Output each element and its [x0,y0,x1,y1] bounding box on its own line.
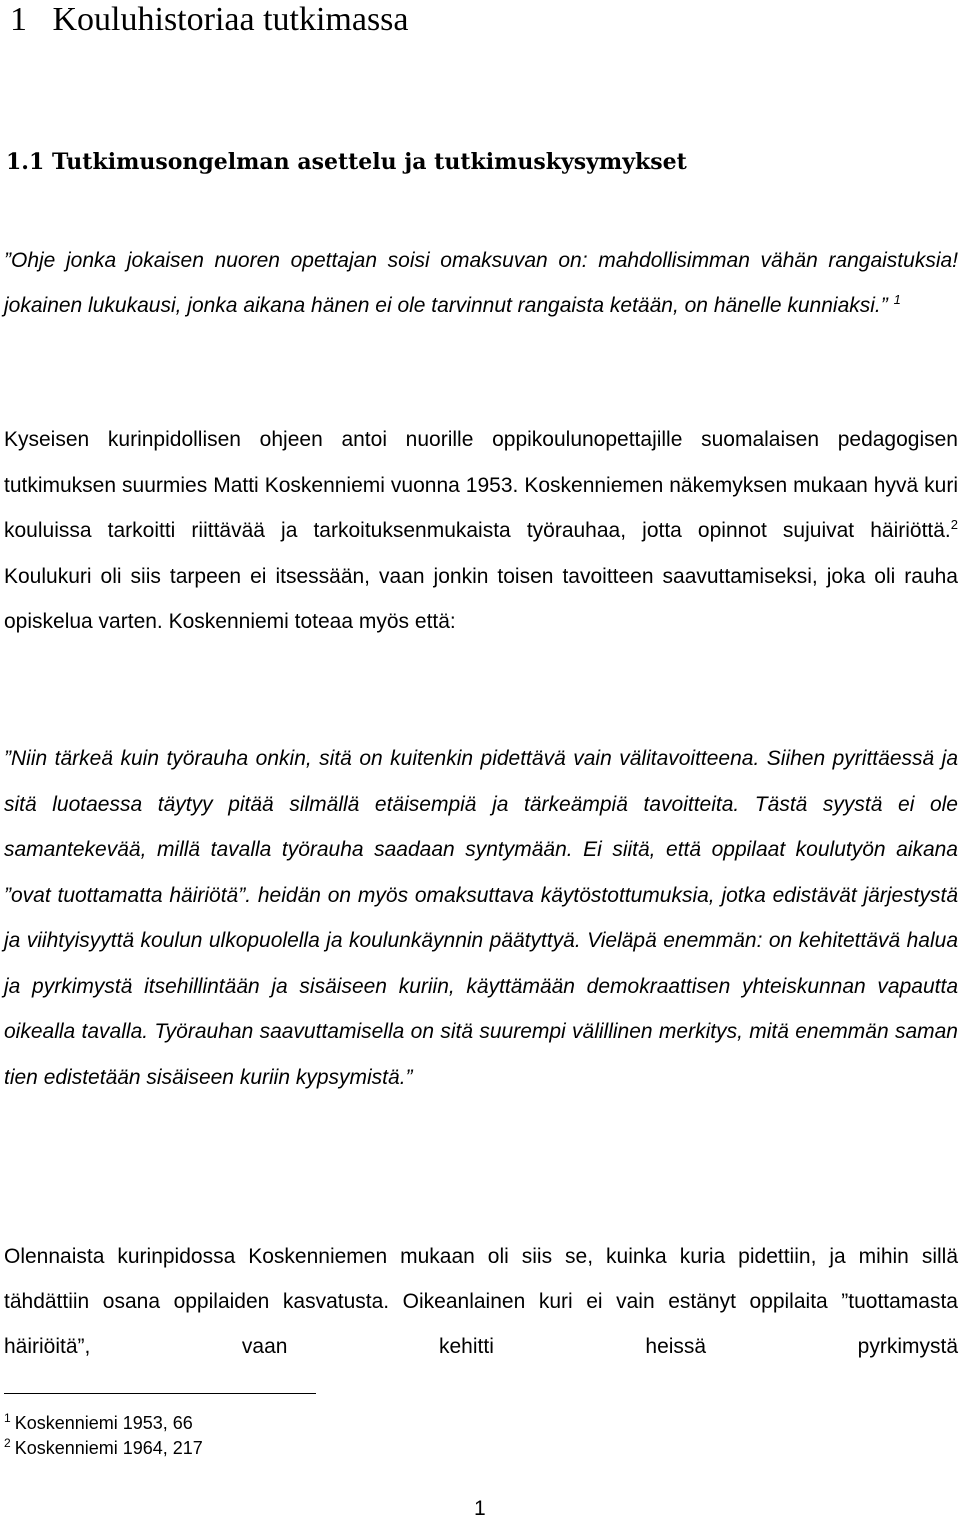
chapter-number: 1 [10,1,27,38]
body-paragraph-2 [4,1234,958,1369]
block-quote [4,736,958,1100]
body-paragraph-1-part2: Koulukuri oli siis tarpeen ei itsessään, vaan jonkin toisen tavoitteen saavuttamiseksi, joka oli rauha opiskelua varten. Koskenniemi toteaa myös että: [4,564,958,633]
footnote-separator [4,1393,316,1394]
footnotes [4,1411,203,1461]
body-paragraph-1 [4,417,958,645]
footnote-1 [4,1411,203,1436]
footnote-ref-2[interactable]: 2 [950,517,958,532]
block-quote-text: ”Niin tärkeä kuin työrauha onkin, sitä on kuitenkin pidettävä vain välitavoitteena. Siihen pyrittäessä ja sitä luotaessa täytyy pitää silmällä etäisempiä ja tärkeämpiä tavoitteita. Tästä syystä ei ole samantekevää, millä tavalla työrauha saadaan syntymään. Ei siitä, että oppilaat koulutyön aikana ”ovat tuottamatta häiriötä”. heidän on myös omaksuttava käytöstottumuksia, jotka edistävät järjestystä ja viihtyisyyttä koulun ulkopuolella ja koulunkäynnin päätyttyä. Vieläpä enemmän: on kehitettävä halua ja pyrkimystä itsehillintään ja sisäiseen kuriin, käyttämään demokraattisen yhteiskunnan vapautta oikealla tavalla. Työrauhan saavuttamisella on sitä suurempi välillinen merkitys, mitä enemmän saman tien edistetään sisäiseen kuriin kypsymistä.” [4,747,958,1089]
page-number: 1 [474,1497,486,1520]
body-paragraph-1-part1: Kyseisen kurinpidollisen ohjeen antoi nuorille oppikoulunopettajille suomalaisen pedagogisen tutkimuksen suurmies Matti Koskenniemi vuonna 1953. Koskenniemen näkemyksen mukaan hyvä kuri kouluissa tarkoitti riittävää ja tarkoituksenmukaista työrauhaa, jotta opinnot sujuivat häiriöttä. [4,428,958,542]
footnote-1-number: 1 [4,1411,11,1425]
body-paragraph-2-text: Olennaista kurinpidossa Koskenniemen mukaan oli siis se, kuinka kuria pidettiin, ja mihin sillä tähdättiin osana oppilaiden kasvatusta. Oikeanlainen kuri ei vain estänyt oppilaita ”tuottamasta häiriöitä”, vaan kehitti heissä pyrkimystä [4,1245,958,1358]
footnote-2 [4,1436,203,1461]
chapter-title: Kouluhistoriaa tutkimassa [52,1,409,38]
footnote-1-text: Koskenniemi 1953, 66 [14,1413,193,1433]
section-number: 1.1 [6,149,45,175]
section-title: Tutkimusongelman asettelu ja tutkimuskysymykset [51,149,687,175]
chapter-heading [10,0,409,40]
section-heading [6,147,687,177]
footnote-2-number: 2 [4,1436,11,1450]
opening-quote [4,238,958,328]
footnote-2-text: Koskenniemi 1964, 217 [14,1438,203,1458]
opening-quote-text: ”Ohje jonka jokaisen nuoren opettajan soisi omaksuvan on: mahdollisimman vähän rangaistuksia! jokainen lukukausi, jonka aikana hänen ei ole tarvinnut rangaista ketään, on hänelle kunniaksi.” [4,249,958,317]
footnote-ref-1[interactable]: 1 [893,292,901,307]
